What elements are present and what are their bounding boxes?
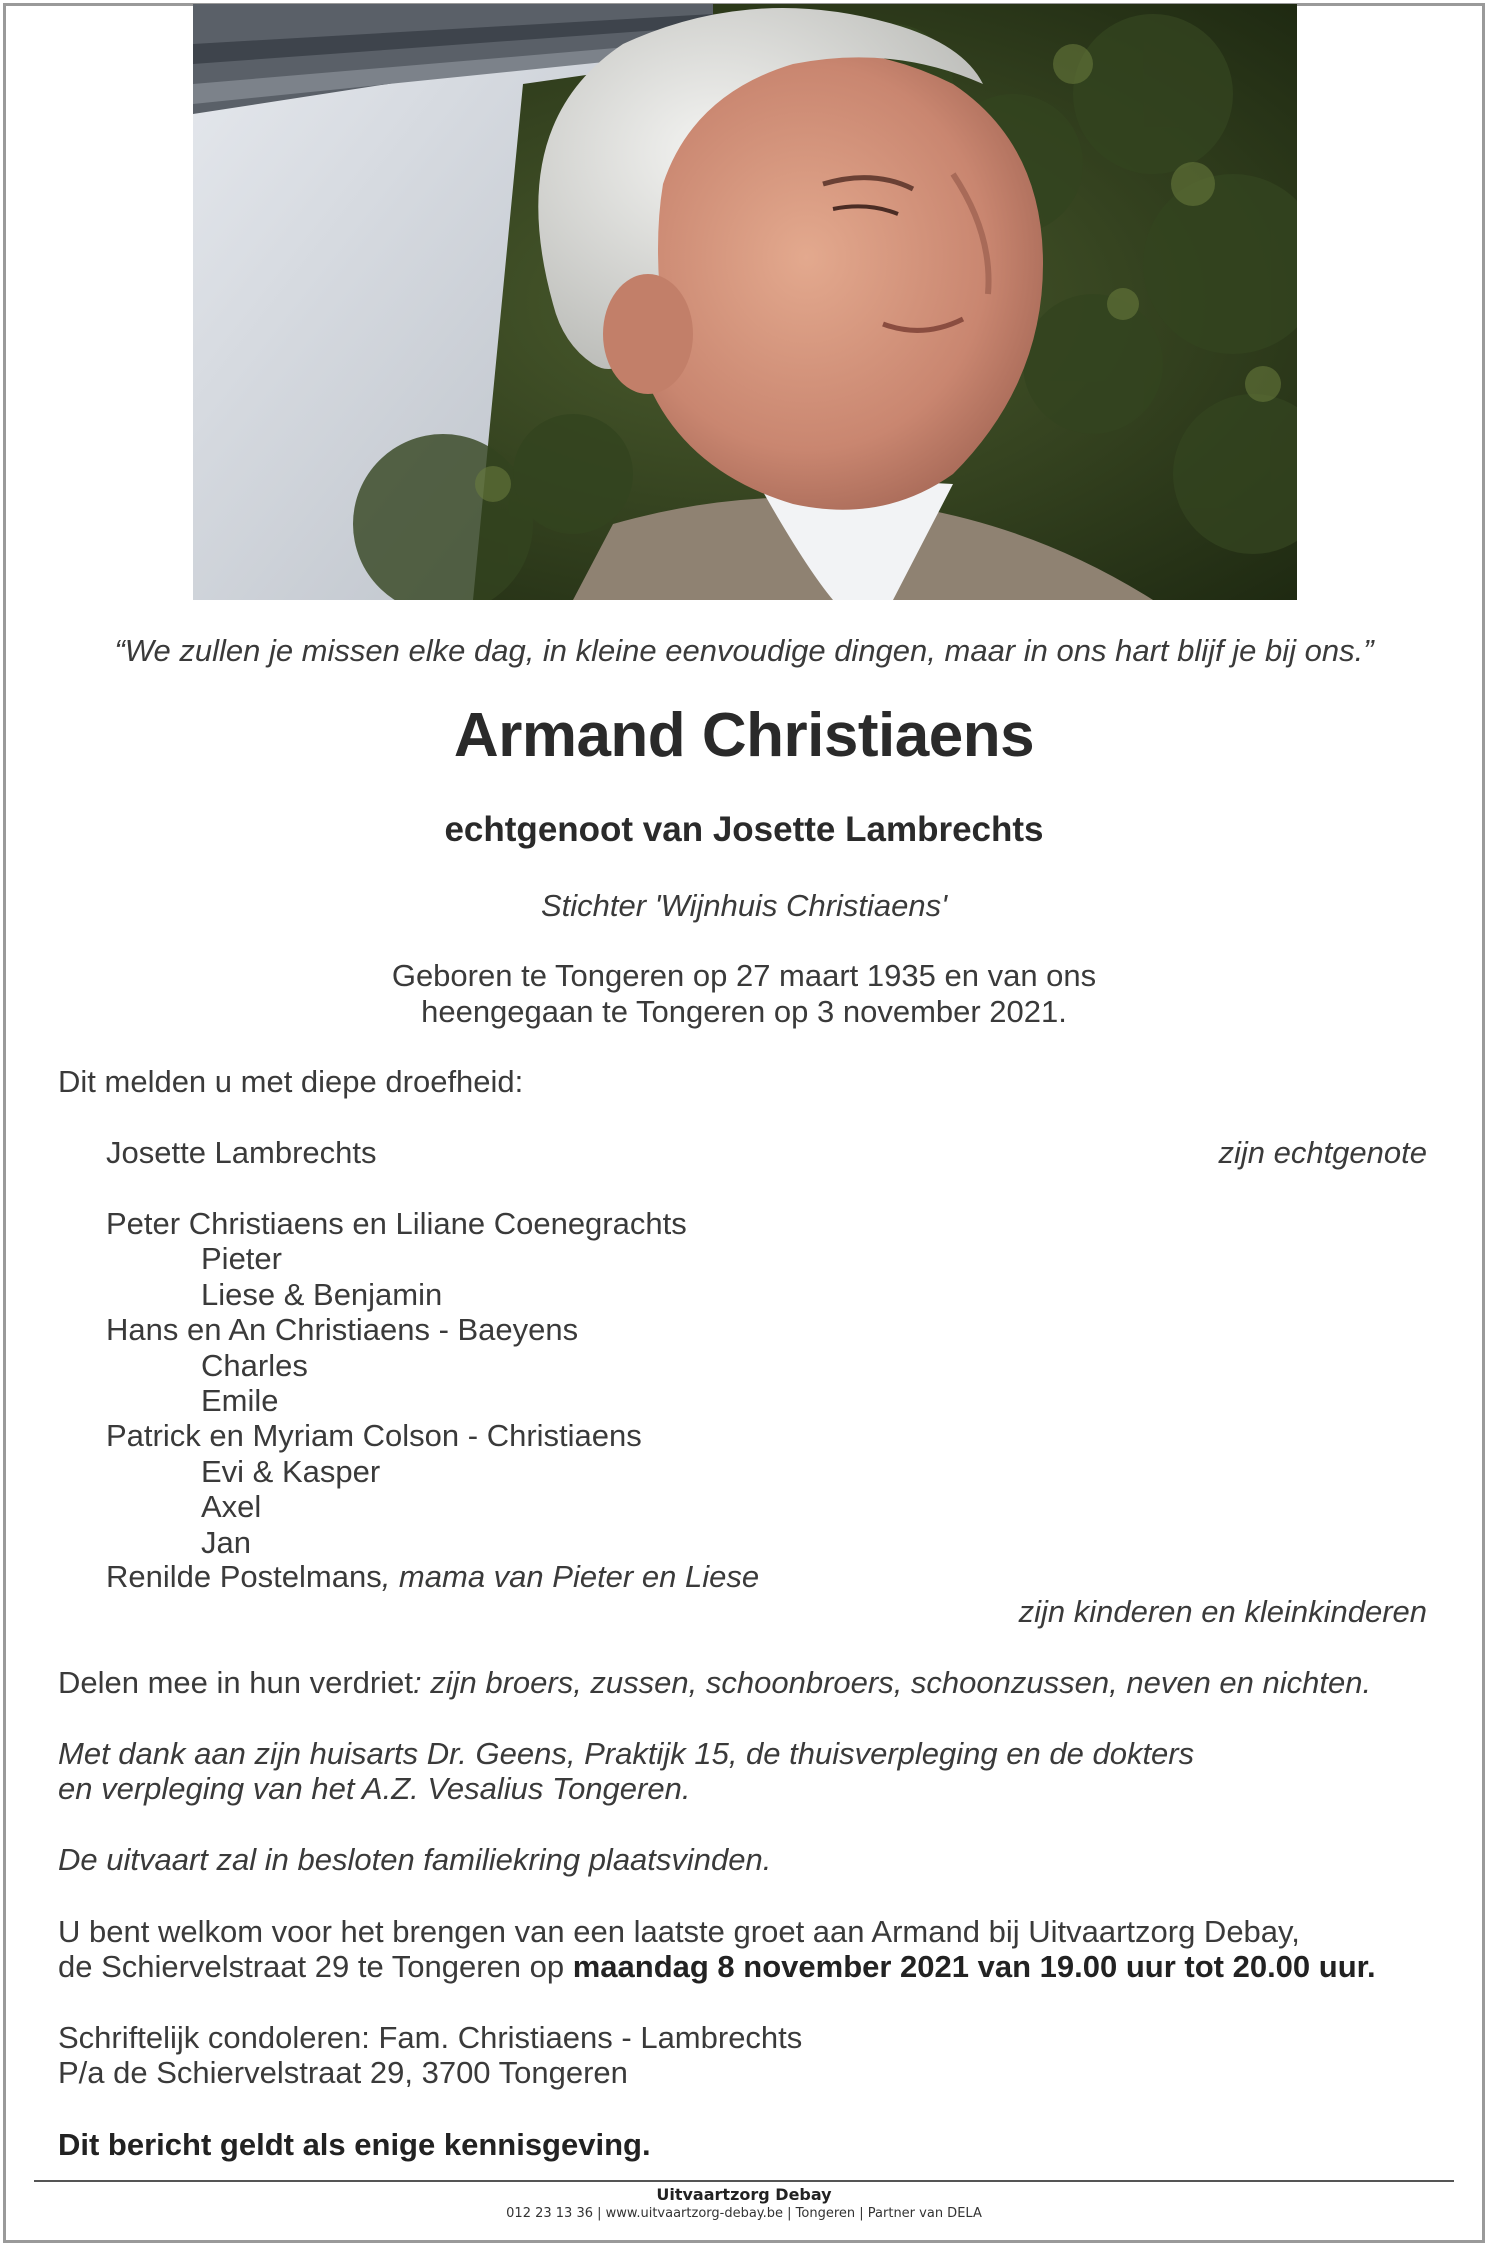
- grandchild: Liese & Benjamin: [201, 1276, 443, 1312]
- birth-death-text: [0, 958, 1488, 1030]
- welcome-location: de Schiervelstraat 29 te Tongeren op: [58, 1949, 573, 1984]
- family-couple: Hans en An Christiaens - Baeyens: [106, 1312, 579, 1348]
- memorial-quote: “We zullen je missen elke dag, in kleine eenvoudige dingen, maar in ons hart blijf je bij ons.”: [114, 633, 1374, 668]
- renilde-line: [106, 1559, 759, 1595]
- spouse-name: Josette Lambrechts: [106, 1135, 377, 1170]
- thanks-line-2: en verpleging van het A.Z. Vesalius Tongeren.: [58, 1771, 691, 1806]
- footer-divider: [34, 2180, 1454, 2182]
- condolence-line-1: Schriftelijk condoleren: Fam. Christiaens - Lambrechts: [58, 2020, 803, 2055]
- family-couple: Patrick en Myriam Colson - Christiaens: [106, 1418, 642, 1454]
- announcement-intro: Dit melden u met diepe droefheid:: [58, 1064, 524, 1099]
- thanks-line-1: Met dank aan zijn huisarts Dr. Geens, Praktijk 15, de thuisverpleging en de dokters: [58, 1736, 1195, 1771]
- grandchild: Axel: [201, 1489, 262, 1525]
- footer-company: Uitvaartzorg Debay: [656, 2185, 832, 2204]
- grandchild: Evi & Kasper: [201, 1453, 381, 1489]
- grandchild: Emile: [201, 1383, 279, 1418]
- funeral-notice: De uitvaart zal in besloten familiekring plaatsvinden.: [58, 1842, 772, 1877]
- grandchild: Charles: [201, 1347, 308, 1383]
- footer-contact: 012 23 13 36 | www.uitvaartzorg-debay.be | Tongeren | Partner van DELA: [506, 2206, 982, 2221]
- renilde-note: , mama van Pieter en Liese: [381, 1559, 760, 1594]
- family-couple: Peter Christiaens en Liliane Coenegrachts: [106, 1206, 687, 1241]
- welcome-line-1: U bent welkom voor het brengen van een laatste groet aan Armand bij Uitvaartzorg Debay,: [58, 1914, 1300, 1949]
- portrait-photo: [193, 4, 1297, 600]
- deceased-name: Armand Christiaens: [453, 701, 1035, 770]
- children-role: zijn kinderen en kleinkinderen: [1018, 1594, 1427, 1629]
- birth-line: Geboren te Tongeren op 27 maart 1935 en van ons: [391, 958, 1097, 993]
- condolence-address: P/a de Schiervelstraat 29, 3700 Tongeren: [58, 2055, 628, 2090]
- share-grief-lead: Delen mee in hun verdriet: [58, 1665, 413, 1700]
- share-grief-rest: : zijn broers, zussen, schoonbroers, schoonzussen, neven en nichten.: [412, 1665, 1372, 1700]
- spouse-role: zijn echtgenote: [1218, 1135, 1427, 1170]
- renilde-name: Renilde Postelmans: [106, 1559, 382, 1594]
- death-line: heengegaan te Tongeren op 3 november 2021.: [421, 994, 1067, 1029]
- welcome-line-2: [58, 1949, 1376, 1985]
- grandchild: Jan: [201, 1524, 251, 1560]
- spouse-relation: echtgenoot van Josette Lambrechts: [444, 810, 1044, 849]
- sole-notice: Dit bericht geldt als enige kennisgeving.: [58, 2127, 651, 2162]
- share-grief-line: [58, 1665, 1371, 1701]
- visitation-time: maandag 8 november 2021 van 19.00 uur tot 20.00 uur.: [572, 1949, 1376, 1984]
- founder-line: Stichter 'Wijnhuis Christiaens': [540, 888, 948, 923]
- grandchild: Pieter: [201, 1241, 282, 1277]
